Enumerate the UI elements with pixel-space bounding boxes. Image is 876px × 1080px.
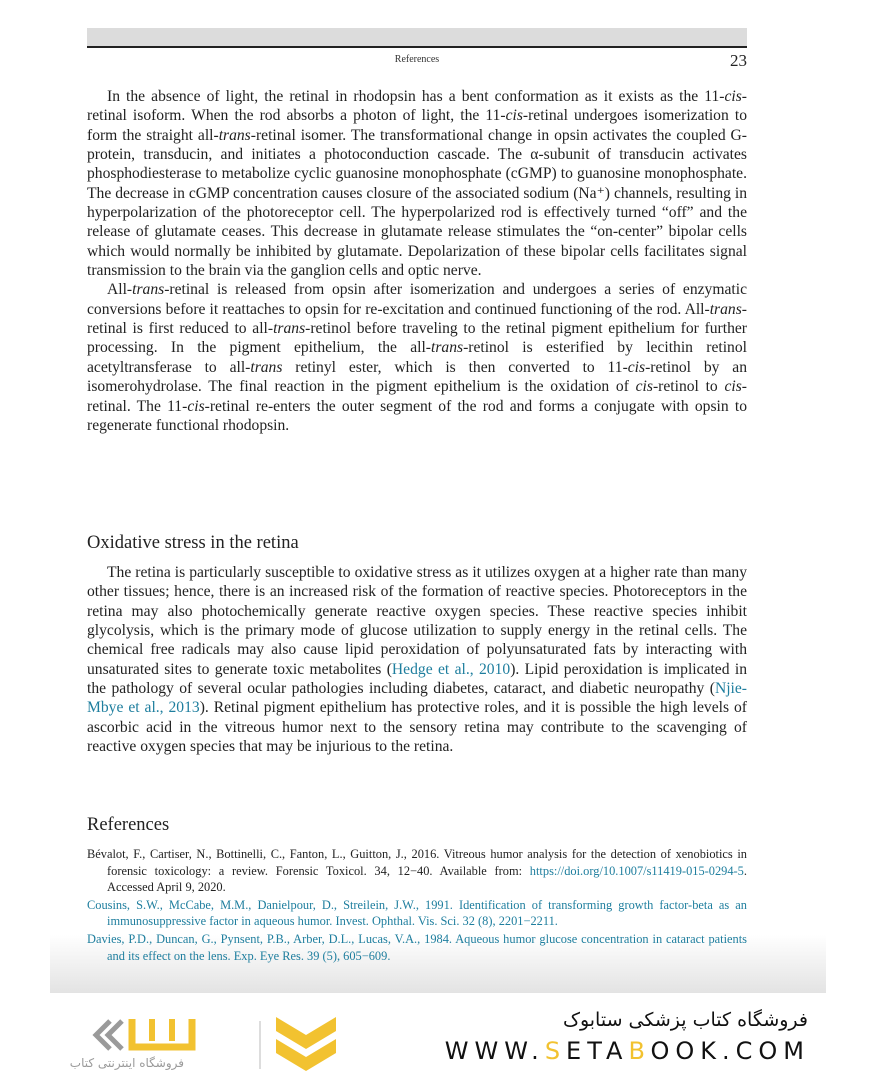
- running-title: References: [394, 54, 440, 65]
- citation-link[interactable]: Njie-Mbye et al., 2013: [87, 680, 747, 717]
- text-run: -retinal is released from opsin after isomerization and undergoes a series of enzymatic conversions before it reattaches to opsin for re-excitation and continued functioning of the rod. All-: [87, 281, 747, 318]
- reference-item: [87, 931, 747, 964]
- text-run: -retinal. The 11-: [87, 378, 747, 415]
- italic-term: trans: [709, 300, 742, 318]
- italic-term: cis: [724, 88, 742, 105]
- text-run: -retinol to: [652, 378, 725, 396]
- references-heading: References: [87, 815, 170, 835]
- url-part: B: [628, 1037, 651, 1065]
- footer-banner: [0, 993, 876, 1080]
- text-run: In the absence of light, the retinal in rhodopsin has a bent conformation as it exists as the 11-: [107, 88, 725, 105]
- reference-list: [87, 846, 747, 965]
- section-body: [87, 563, 747, 756]
- text-run: -retinal undergoes isomerization to form the straight all-: [87, 107, 747, 144]
- italic-term: trans: [218, 126, 251, 144]
- page-number: 23: [730, 51, 747, 70]
- citation-link[interactable]: Hedge et al., 2010: [391, 660, 511, 678]
- paragraph: [87, 563, 747, 756]
- store-url[interactable]: [445, 1037, 810, 1065]
- header-bar: [87, 28, 747, 48]
- italic-term: cis: [724, 378, 742, 396]
- citation-link[interactable]: https://doi.org/10.1007/s11419-015-0294-5: [529, 863, 744, 878]
- text-run: -retinol before traveling to the retinal pigment epithelium for further processing. In the pigment epithelium, the all-: [87, 320, 747, 357]
- text-run: Bévalot, F., Cartiser, N., Bottinelli, C., Fanton, L., Guitton, J., 2016. Vitreous humor analysis for the detection of xenobiotics in forensic toxicology: a review. Forensic Toxicol. 34, 12−40. Available from:: [87, 847, 747, 878]
- text-run: -retinal isomer. The transformational change in opsin activates the coupled G-protein, transducin, and initiates a photoconduction cascade. The α-subunit of transducin activates phosphodiesterase to metabolize cyclic guanosine monophosphate (cGMP) to guanosine monophosphate. The decrease in cGMP concentration causes closure of the associated sodium (Na⁺) channels, resulting in hyperpolarization of the photoreceptor cell. The hyperpolarized rod is effectively turned “off” and the release of glutamate ceases. This decrease in glutamate release stimulates the “on-center” bipolar cells which would normally be inhibited by glutamate. Depolarization of these bipolar cells facilitates signal transmission to the brain via the ganglion cells and optic nerve.: [87, 126, 747, 280]
- section-heading: Oxidative stress in the retina: [87, 533, 299, 553]
- italic-term: cis: [635, 378, 653, 396]
- text-run: ). Retinal pigment epithelium has protective roles, and it is possible the high levels of ascorbic acid in the vitreous humor next to the sensory retina may contribute to the scavenging of reactive oxygen species that may be injurious to the retina.: [87, 699, 747, 756]
- reference-item: [87, 846, 747, 896]
- citation-link[interactable]: Cousins, S.W., McCabe, M.M., Danielpour, D., Streilein, J.W., 1991. Identification of transforming growth factor-beta as an immunosuppressive factor in aqueous humor. Invest. Ophthal. Vis. Sci. 32 (8), 2201−2211.: [87, 897, 747, 929]
- url-part: WWW.: [444, 1037, 545, 1065]
- setabook-logo: [69, 1007, 338, 1073]
- italic-term: trans: [132, 281, 165, 299]
- text-run: -retinal re-enters the outer segment of the rod and forms a conjugate with opsin to regenerate functional rhodopsin.: [87, 397, 747, 434]
- logo-tagline: فروشگاه اینترنتی کتاب: [69, 1056, 184, 1070]
- body-text: [87, 87, 747, 435]
- url-part: OOK.COM: [650, 1037, 810, 1065]
- text-run: . Accessed April 9, 2020.: [107, 863, 747, 895]
- reference-item: [87, 897, 747, 930]
- text-run: All-: [107, 281, 133, 299]
- text-run: The retina is particularly susceptible to oxidative stress as it utilizes oxygen at a higher rate than many other tissues; hence, there is an increased risk of the formation of reactive species. Photoreceptors in the retina may also photochemically generate reactive oxygen species. These reactive species inhibit glycolysis, which is the primary mode of glucose utilization to supply energy in the retinal cells. The chemical free radicals may also cause lipid peroxidation of polyunsaturated fats by interacting with unsaturated sites to generate toxic metabolites (: [87, 564, 747, 678]
- url-part: ETA: [566, 1037, 629, 1065]
- italic-term: trans: [431, 339, 464, 357]
- italic-term: trans: [250, 358, 283, 376]
- italic-term: cis: [505, 107, 523, 125]
- italic-term: trans: [273, 320, 306, 338]
- italic-term: cis: [627, 358, 646, 376]
- citation-link[interactable]: Davies, P.D., Duncan, G., Pynsent, P.B., Arber, D.L., Lucas, V.A., 1984. Aqueous humor glucose concentration in cataract patients and its effect on the lens. Exp. Eye Res. 39 (5), 605−609.: [87, 931, 747, 963]
- store-name: فروشگاه کتاب پزشکی ستابوک: [562, 1009, 808, 1031]
- text-run: -retinal isoform. When the rod absorbs a photon of light, the 11-: [87, 88, 747, 125]
- url-part: S: [544, 1037, 567, 1065]
- text-run: -retinol by an isomerohydrolase. The final reaction in the pigment epithelium is the oxidation of: [87, 358, 747, 396]
- italic-term: cis: [187, 397, 205, 415]
- text-run: -retinal is first reduced to all-: [87, 300, 747, 338]
- paragraph: [87, 280, 747, 435]
- text-run: -retinol is esterified by lecithin retinol acetyltransferase to all-: [87, 339, 747, 376]
- text-run: ). Lipid peroxidation is implicated in the pathology of several ocular pathologies including diabetes, cataract, and diabetic neuropathy (: [87, 660, 747, 698]
- text-run: retinyl ester, which is then converted to 11-: [282, 358, 628, 376]
- paragraph: [87, 87, 747, 280]
